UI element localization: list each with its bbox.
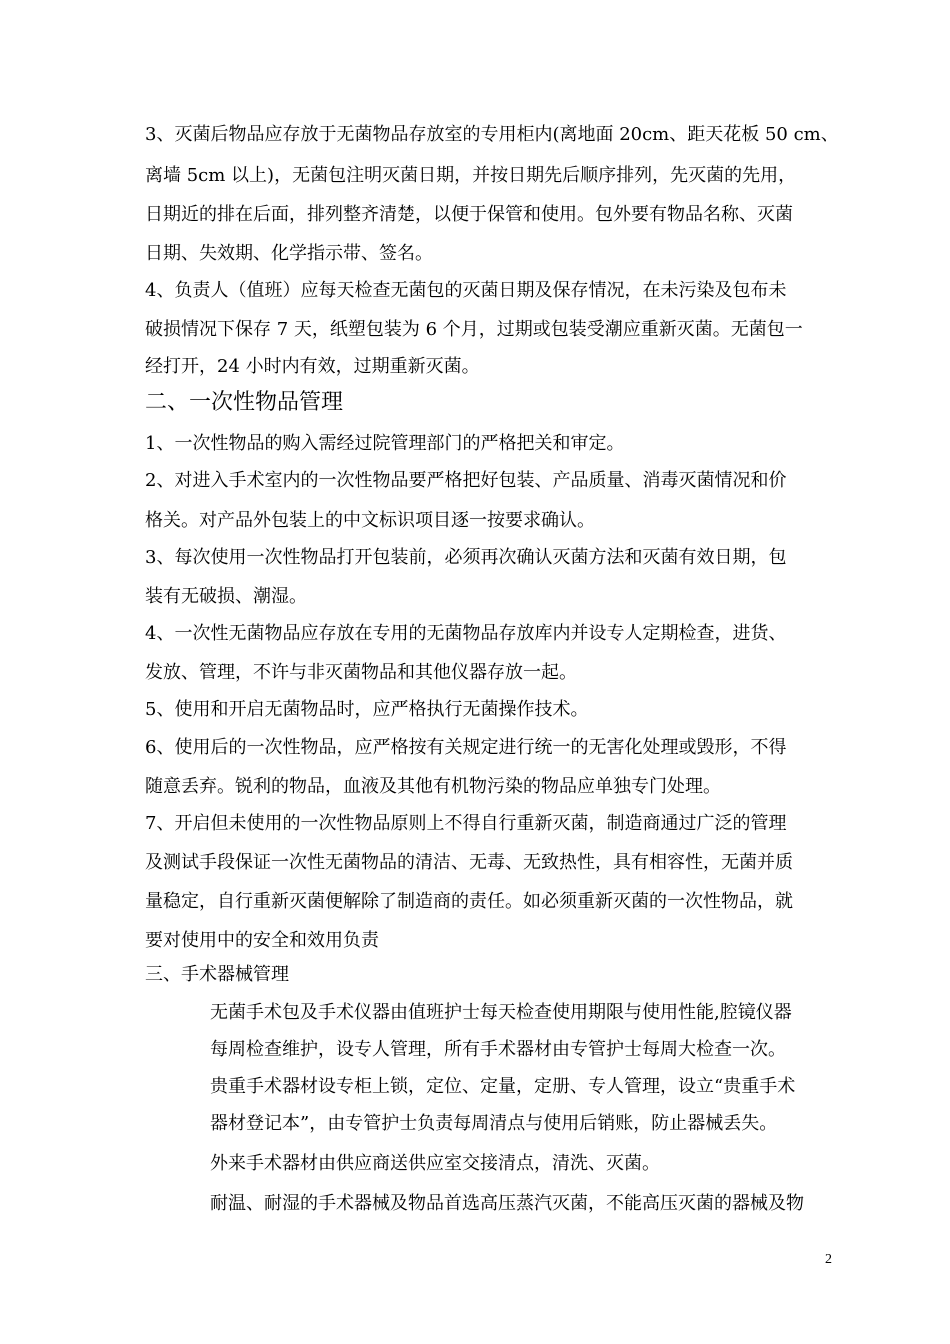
- paragraph-line: 每周检查维护，设专人管理，所有手术器材由专管护士每周大检查一次。: [210, 1039, 786, 1060]
- paragraph-line: 发放、管理，不许与非灭菌物品和其他仪器存放一起。: [145, 662, 577, 683]
- paragraph-line: 要对使用中的安全和效用负责: [145, 930, 379, 951]
- paragraph-line: 3、每次使用一次性物品打开包装前，必须再次确认灭菌方法和灭菌有效日期，包: [145, 547, 787, 568]
- section-heading: 二、一次性物品管理: [145, 390, 344, 415]
- paragraph-line: 6、使用后的一次性物品，应严格按有关规定进行统一的无害化处理或毁形，不得: [145, 737, 787, 758]
- paragraph-line: 日期、失效期、化学指示带、签名。: [145, 243, 433, 264]
- paragraph-line: 2、对进入手术室内的一次性物品要严格把好包装、产品质量、消毒灭菌情况和价: [145, 470, 787, 491]
- paragraph-line: 装有无破损、潮湿。: [145, 586, 307, 607]
- section-heading: 三、手术器械管理: [145, 964, 289, 985]
- paragraph-line: 破损情况下保存 7 天，纸塑包装为 6 个月，过期或包装受潮应重新灭菌。无菌包一: [145, 319, 803, 340]
- paragraph-line: 3、灭菌后物品应存放于无菌物品存放室的专用柜内(离地面 20cm、距天花板 50 cm、: [145, 124, 839, 145]
- paragraph-line: 耐温、耐湿的手术器械及物品首选高压蒸汽灭菌，不能高压灭菌的器械及物: [210, 1193, 804, 1214]
- paragraph-line: 4、一次性无菌物品应存放在专用的无菌物品存放库内并设专人定期检查，进货、: [145, 623, 787, 644]
- paragraph-line: 量稳定，自行重新灭菌便解除了制造商的责任。如必须重新灭菌的一次性物品，就: [145, 891, 793, 912]
- paragraph-line: 无菌手术包及手术仪器由值班护士每天检查使用期限与使用性能,腔镜仪器: [210, 1002, 792, 1023]
- paragraph-line: 经打开，24 小时内有效，过期重新灭菌。: [145, 356, 480, 377]
- paragraph-line: 离墙 5cm 以上)，无菌包注明灭菌日期，并按日期先后顺序排列，先灭菌的先用，: [145, 165, 797, 186]
- page-number: 2: [825, 1252, 832, 1267]
- paragraph-line: 4、负责人（值班）应每天检查无菌包的灭菌日期及保存情况，在未污染及包布未: [145, 280, 787, 301]
- paragraph-line: 随意丢弃。锐利的物品，血液及其他有机物污染的物品应单独专门处理。: [145, 776, 721, 797]
- paragraph-line: 外来手术器材由供应商送供应室交接清点，清洗、灭菌。: [210, 1153, 660, 1174]
- paragraph-line: 1、一次性物品的购入需经过院管理部门的严格把关和审定。: [145, 433, 625, 454]
- paragraph-line: 及测试手段保证一次性无菌物品的清洁、无毒、无致热性，具有相容性，无菌并质: [145, 852, 793, 873]
- paragraph-line: 格关。对产品外包装上的中文标识项目逐一按要求确认。: [145, 510, 595, 531]
- paragraph-line: 5、使用和开启无菌物品时，应严格执行无菌操作技术。: [145, 699, 589, 720]
- paragraph-line: 日期近的排在后面，排列整齐清楚，以便于保管和使用。包外要有物品名称、灭菌: [145, 204, 793, 225]
- paragraph-line: 贵重手术器材设专柜上锁，定位、定量，定册、专人管理，设立“贵重手术: [210, 1076, 796, 1097]
- paragraph-line: 器材登记本”，由专管护士负责每周清点与使用后销账，防止器械丢失。: [210, 1113, 778, 1134]
- paragraph-line: 7、开启但未使用的一次性物品原则上不得自行重新灭菌，制造商通过广泛的管理: [145, 813, 787, 834]
